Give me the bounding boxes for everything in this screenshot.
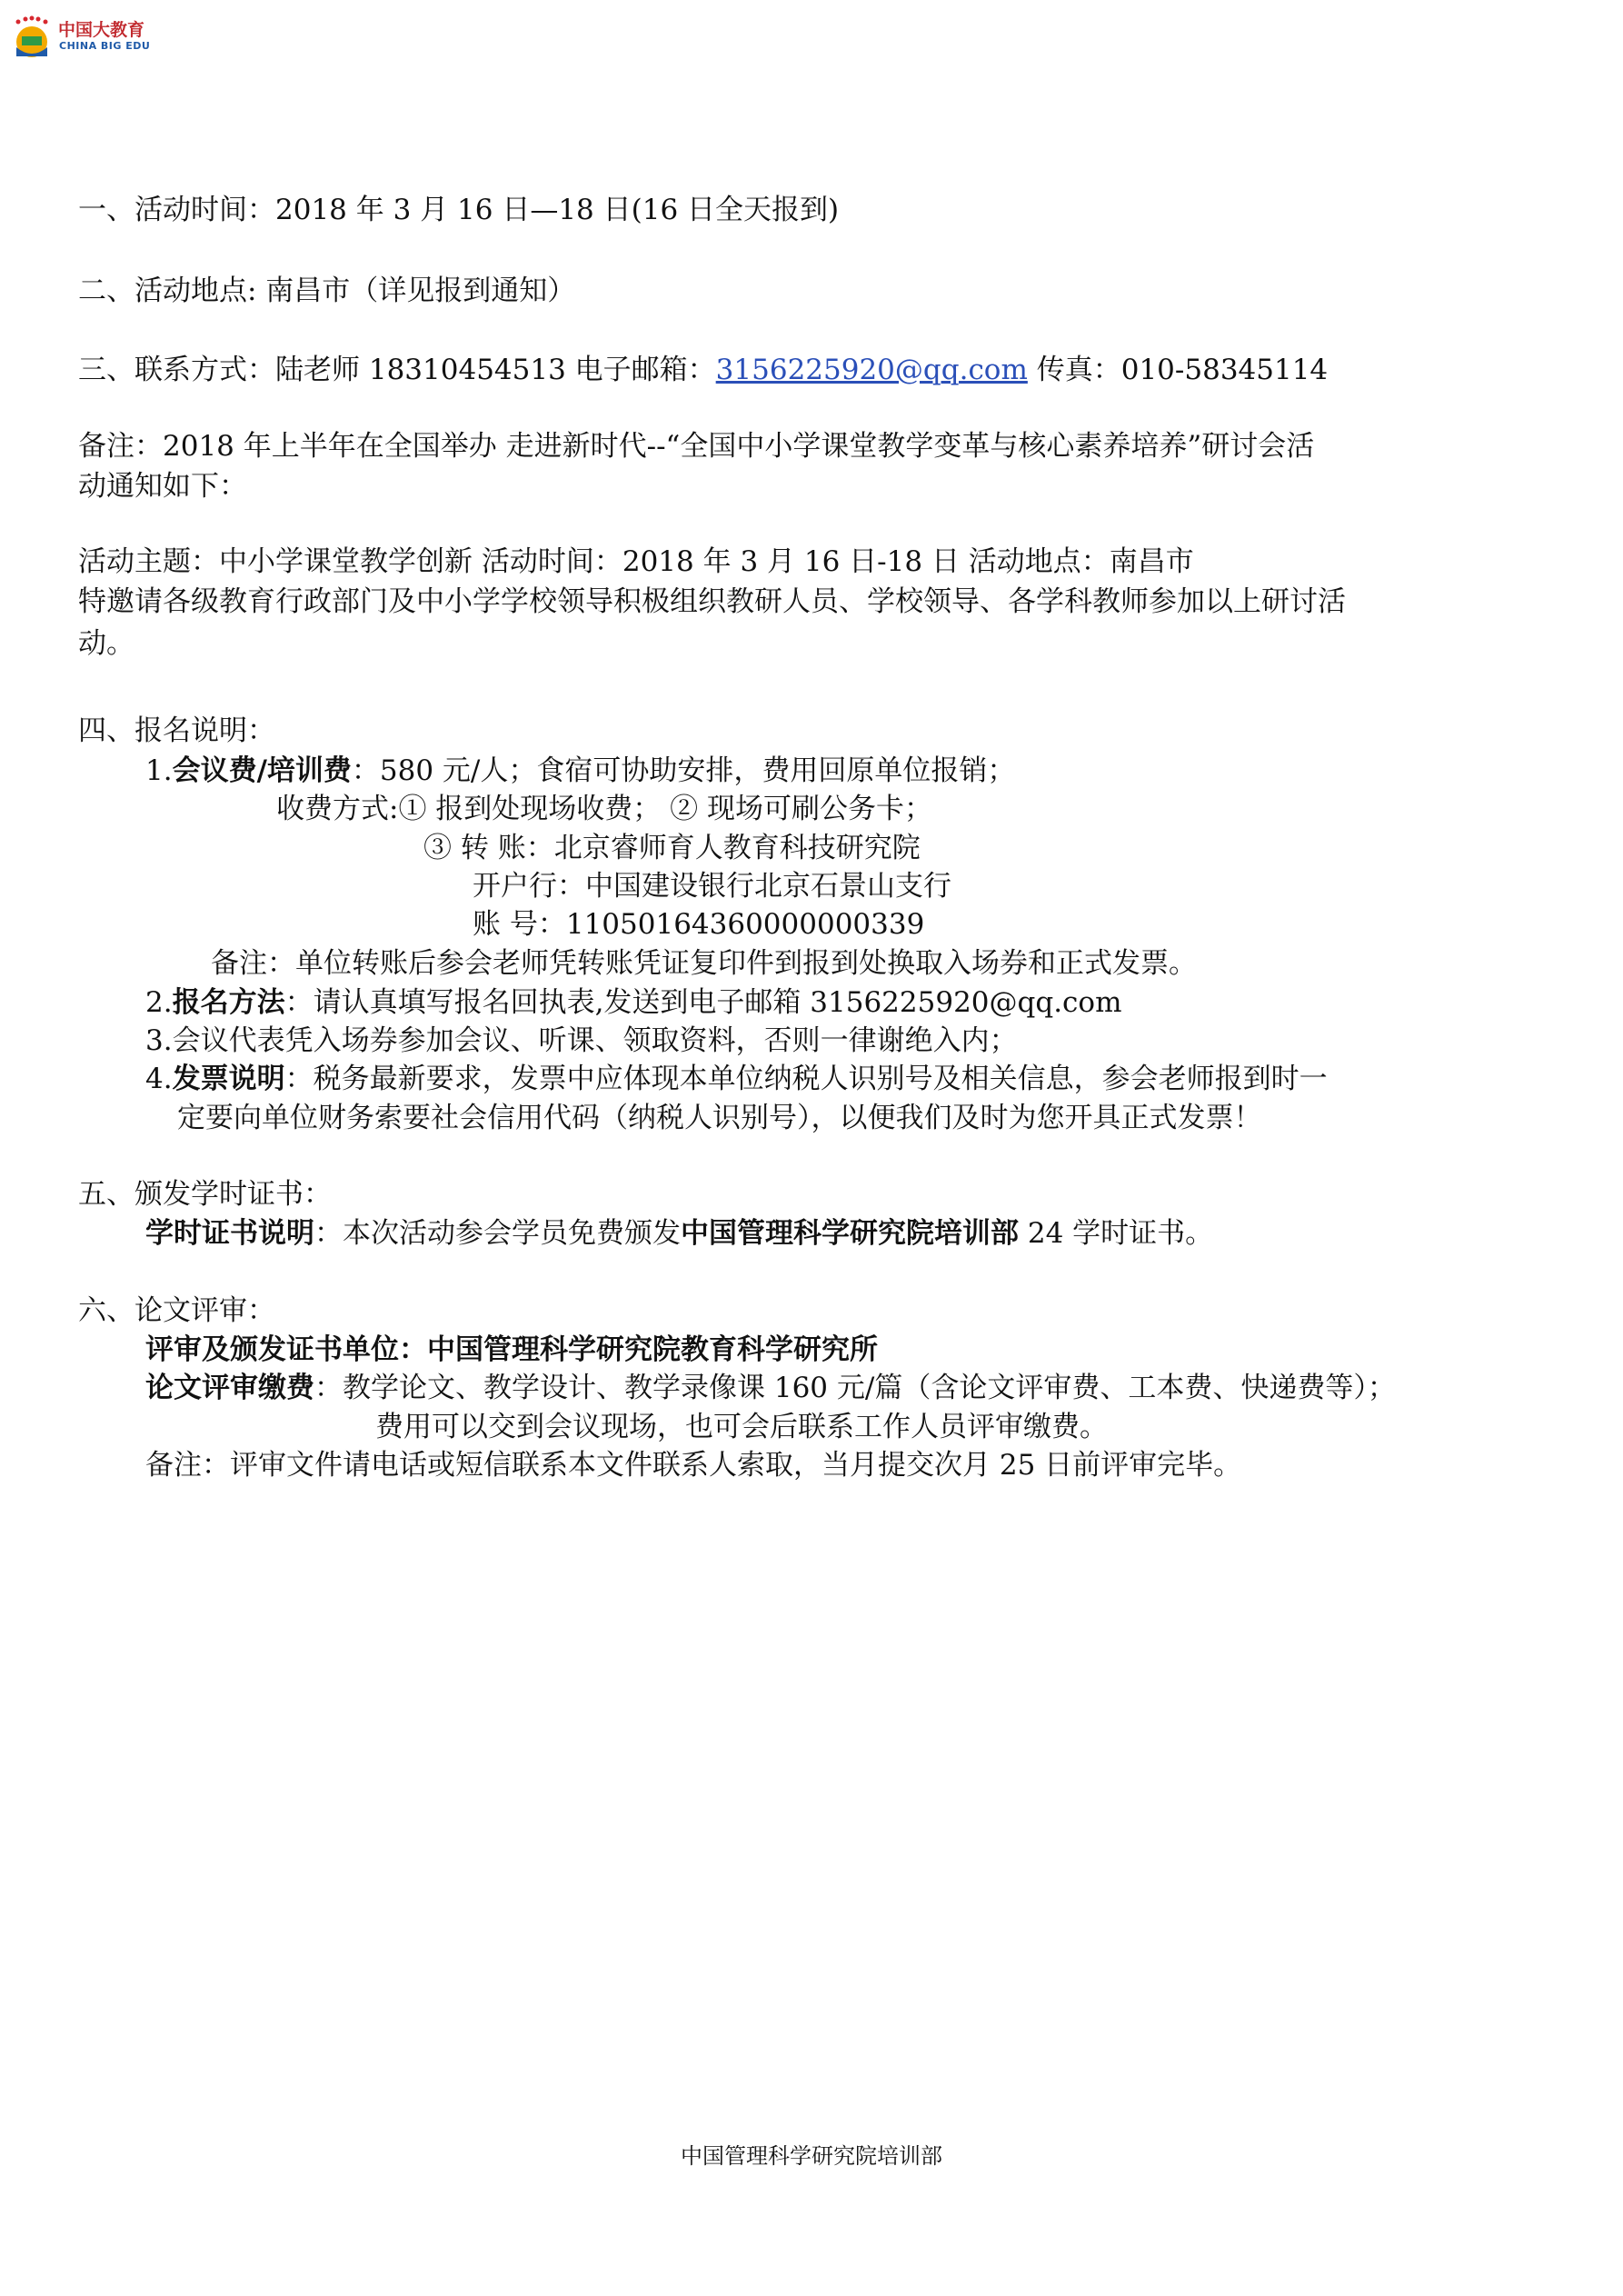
logo-mark-icon: [9, 15, 55, 60]
review-unit: 评审及颁发证书单位：中国管理科学研究院教育科学研究所: [145, 1333, 878, 1366]
theme-line-2: 特邀请各级教育行政部门及中小学学校领导积极组织教研人员、学校领导、各学科教师参加以上研讨活: [78, 585, 1346, 618]
logo-text-cn: 中国大教育: [58, 20, 145, 40]
logo-text-en: CHINA BIG EDU: [59, 40, 151, 52]
admission-rule: 3.会议代表凭入场券参加会议、听课、领取资料，否则一律谢绝入内；: [145, 1024, 1018, 1057]
fee-label: 会议费/培训费: [172, 754, 352, 787]
logo: [9, 9, 209, 64]
certificate-note: [145, 1216, 1213, 1251]
fee-item: [145, 754, 1015, 788]
note-line-2: 动通知如下：: [78, 470, 247, 503]
payment-method-2: ③ 转 账：北京睿师育人教育科技研究院: [423, 832, 921, 864]
invoice-text: ：税务最新要求，发票中应体现本单位纳税人识别号及相关信息，参会老师报到时一: [284, 1063, 1328, 1095]
note-line-1: 备注：2018 年上半年在全国举办 走进新时代--“全国中小学课堂教学变革与核心素养培养”研讨会活: [78, 430, 1315, 463]
registration-text: ：请认真填写报名回执表,发送到电子邮箱 3156225920@qq.com: [284, 986, 1122, 1019]
activity-location: 二、活动地点: 南昌市（详见报到通知）: [78, 275, 576, 307]
theme-line-3: 动。: [78, 627, 134, 660]
review-fee: [145, 1371, 1396, 1405]
bank-name: 开户行：中国建设银行北京石景山支行: [473, 870, 951, 903]
activity-time: 一、活动时间：2018 年 3 月 16 日—18 日(16 日全天报到): [78, 194, 840, 226]
registration-label: 报名方法: [172, 986, 285, 1019]
review-fee-line-2: 费用可以交到会议现场，也可会后联系工作人员评审缴费。: [375, 1411, 1108, 1443]
payment-note: 备注：单位转账后参会老师凭转账凭证复印件到报到处换取入场券和正式发票。: [211, 947, 1197, 980]
fee-text: ：580 元/人；食宿可协助安排，费用回原单位报销；: [351, 754, 1016, 787]
fee-num: 1.: [145, 754, 173, 787]
fax-text: 传真：010-58345114: [1027, 354, 1329, 386]
certificate-text: ：本次活动参会学员免费颁发: [314, 1217, 681, 1250]
theme-line-1: 活动主题：中小学课堂教学创新 活动时间：2018 年 3 月 16 日-18 日 活动地点：南昌市: [78, 545, 1194, 578]
registration-num: 2.: [145, 986, 173, 1019]
registration-method: [145, 985, 1121, 1020]
email-link[interactable]: 3156225920@qq.com: [715, 354, 1028, 386]
account-number: 账 号：11050164360000000339: [473, 908, 925, 941]
section-4-title: 四、报名说明：: [78, 714, 275, 747]
contact-info: [78, 353, 1328, 387]
invoice-num: 4.: [145, 1063, 173, 1095]
page-footer: 中国管理科学研究院培训部: [681, 2143, 942, 2169]
review-fee-label: 论文评审缴费: [145, 1372, 314, 1404]
review-note: 备注：评审文件请电话或短信联系本文件联系人索取，当月提交次月 25 日前评审完毕。: [145, 1449, 1242, 1482]
certificate-hours: 24 学时证书。: [1019, 1217, 1214, 1250]
certificate-org: 中国管理科学研究院培训部: [681, 1217, 1019, 1250]
review-fee-text: ：教学论文、教学设计、教学录像课 160 元/篇（含论文评审费、工本费、快递费等）；: [314, 1372, 1396, 1404]
section-6-title: 六、论文评审：: [78, 1294, 275, 1327]
certificate-label: 学时证书说明: [145, 1217, 314, 1250]
section-5-title: 五、颁发学时证书：: [78, 1178, 332, 1211]
invoice-note: [145, 1062, 1328, 1096]
contact-prefix: 三、联系方式：陆老师 18310454513 电子邮箱：: [78, 354, 716, 386]
payment-method-1: 收费方式:① 报到处现场收费； ② 现场可刷公务卡；: [276, 793, 933, 825]
invoice-note-line-2: 定要向单位财务索要社会信用代码（纳税人识别号），以便我们及时为您开具正式发票！: [177, 1102, 1262, 1134]
invoice-label: 发票说明: [172, 1063, 285, 1095]
